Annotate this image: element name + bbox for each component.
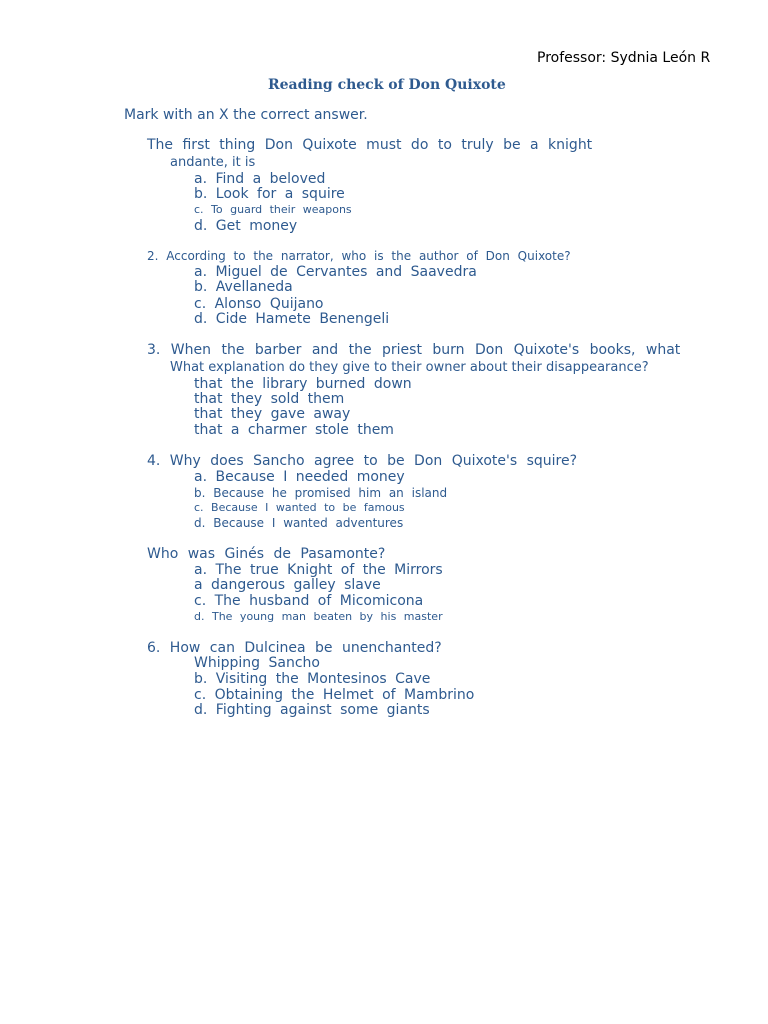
question-3-option-c[interactable]: that they gave away <box>194 406 351 422</box>
question-5-option-a[interactable]: a. The true Knight of the Mirrors <box>194 562 443 578</box>
question-5-option-b[interactable]: a dangerous galley slave <box>194 577 381 593</box>
question-5-option-d[interactable]: d. The young man beaten by his master <box>194 610 443 623</box>
question-6: 6. How can Dulcinea be unenchanted? <box>147 640 442 656</box>
question-4-option-c[interactable]: c. Because I wanted to be famous <box>194 501 405 514</box>
question-1-option-c[interactable]: c. To guard their weapons <box>194 203 352 216</box>
professor-name: Professor: Sydnia León R <box>537 50 711 66</box>
question-1: The first thing Don Quixote must do to truly be a knight <box>147 137 593 153</box>
question-2-option-a[interactable]: a. Miguel de Cervantes and Saavedra <box>194 264 477 280</box>
question-5-option-c[interactable]: c. The husband of Micomicona <box>194 593 424 609</box>
question-2-option-b[interactable]: b. Avellaneda <box>194 279 293 295</box>
question-4-option-d[interactable]: d. Because I wanted adventures <box>194 516 404 530</box>
question-1-option-a[interactable]: a. Find a beloved <box>194 171 326 187</box>
question-6-option-d[interactable]: d. Fighting against some giants <box>194 702 430 718</box>
question-6-option-b[interactable]: b. Visiting the Montesinos Cave <box>194 671 431 687</box>
question-1-option-d[interactable]: d. Get money <box>194 218 298 234</box>
question-3-continuation: What explanation do they give to their owner about their disappearance? <box>170 360 649 375</box>
question-3-option-d[interactable]: that a charmer stole them <box>194 422 394 438</box>
question-4: 4. Why does Sancho agree to be Don Quixote's squire? <box>147 453 578 469</box>
question-2-option-c[interactable]: c. Alonso Quijano <box>194 296 324 312</box>
question-6-option-c[interactable]: c. Obtaining the Helmet of Mambrino <box>194 687 475 703</box>
question-4-option-b[interactable]: b. Because he promised him an island <box>194 486 448 500</box>
question-3-option-b[interactable]: that they sold them <box>194 391 345 407</box>
question-3: 3. When the barber and the priest burn Don Quixote's books, what <box>147 342 681 358</box>
question-1-continuation: andante, it is <box>170 155 256 170</box>
instructions: Mark with an X the correct answer. <box>124 107 368 123</box>
question-1-option-b[interactable]: b. Look for a squire <box>194 186 345 202</box>
question-6-option-a[interactable]: Whipping Sancho <box>194 655 320 671</box>
question-4-option-a[interactable]: a. Because I needed money <box>194 469 405 485</box>
question-3-option-a[interactable]: that the library burned down <box>194 376 412 392</box>
question-2: 2. According to the narrator, who is the author of Don Quixote? <box>147 249 571 263</box>
question-5: Who was Ginés de Pasamonte? <box>147 546 386 562</box>
page-title: Reading check of Don Quixote <box>268 77 506 93</box>
question-2-option-d[interactable]: d. Cide Hamete Benengeli <box>194 311 390 327</box>
